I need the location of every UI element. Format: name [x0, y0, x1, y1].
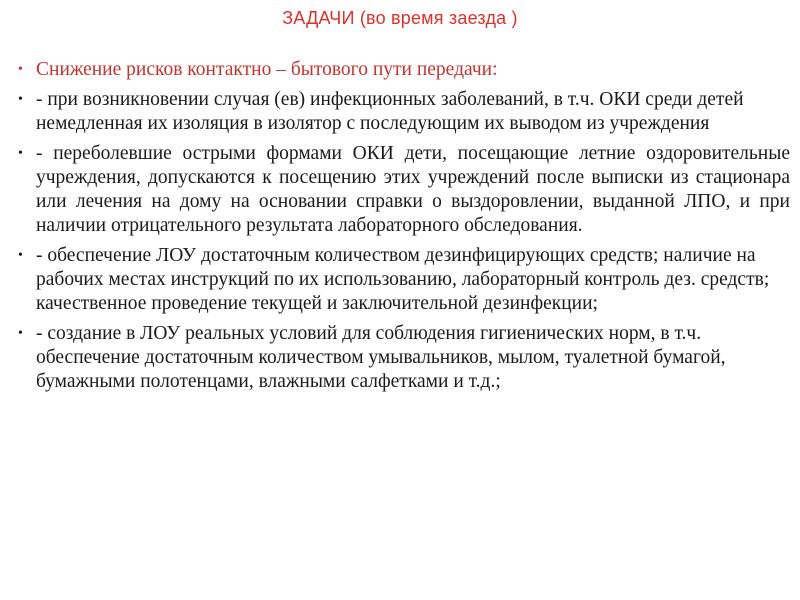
list-item-text: Снижение рисков контактно – бытового пути передачи: [36, 59, 498, 80]
list-item [14, 142, 790, 238]
list-item-text: - создание в ЛОУ реальных условий для соблюдения гигиенических норм, в т.ч. обеспечение достаточным количеством умывальников, мылом, туалетной бумагой, бумажными полотенцами, влажными салфетками и т.д.; [36, 323, 726, 392]
list-item [14, 244, 790, 316]
list-item-text: - при возникновении случая (ев) инфекционных заболеваний, в т.ч. ОКИ среди детей немедленная их изоляция в изолятор с последующим их выводом из учреждения [36, 89, 744, 134]
list-item-text: - переболевшие острыми формами ОКИ дети, посещающие летние оздоровительные учреждения, допускаются к посещению этих учреждений после выписки из стационара или лечения на дому на основании справки о выздоровлении, выданной ЛПО, и при наличии отрицательного результата лабораторного обследования. [36, 143, 790, 236]
bullet-icon: • [18, 92, 23, 107]
bullet-icon: • [18, 146, 23, 161]
list-item [14, 88, 790, 136]
list-item [14, 322, 790, 394]
list-item [14, 58, 790, 82]
bullet-icon: • [18, 326, 23, 341]
list-item-text: - обеспечение ЛОУ достаточным количеством дезинфицирующих средств; наличие на рабочих местах инструкций по их использованию, лабораторный контроль дез. средств; качественное проведение текущей и заключительной дезинфекции; [36, 245, 770, 314]
bullet-icon: • [18, 248, 23, 263]
slide-title: ЗАДАЧИ (во время заезда ) [282, 8, 518, 28]
bullet-icon: • [18, 62, 23, 77]
bullet-list [14, 58, 790, 400]
